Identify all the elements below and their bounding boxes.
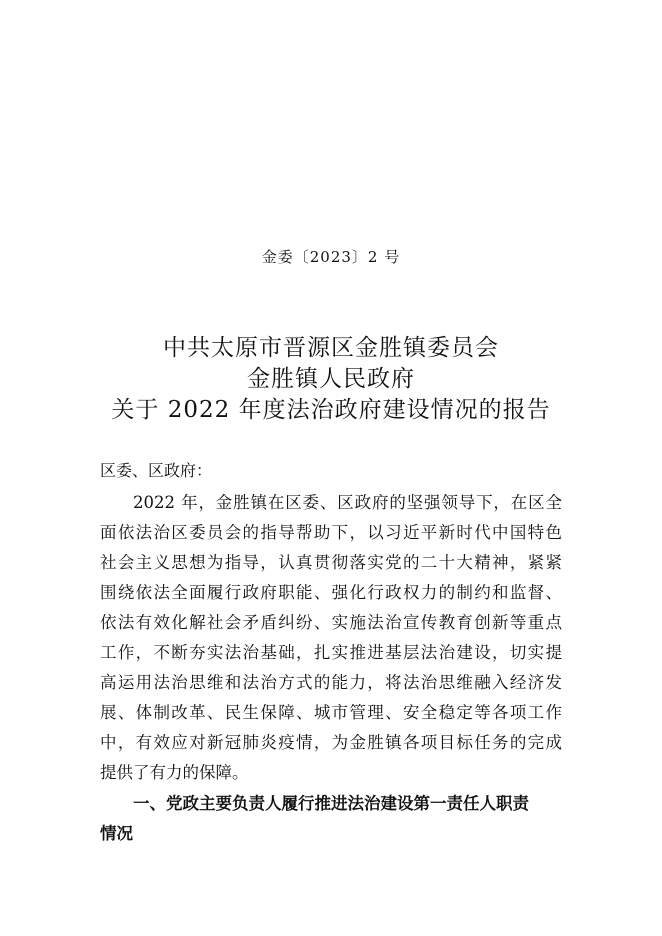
title-line-1: 中共太原市晋源区金胜镇委员会 xyxy=(163,335,499,361)
paragraph-line: 工作，不断夯实法治基础，扎实推进基层法治建设，切实提 xyxy=(100,643,562,662)
paragraph-line: 面依法治区委员会的指导帮助下，以习近平新时代中国特色 xyxy=(100,523,562,542)
title-line-3: 关于 2022 年度法治政府建设情况的报告 xyxy=(111,397,551,423)
title-line-2: 金胜镇人民政府 xyxy=(247,366,415,392)
paragraph-line: 高运用法治思维和法治方式的能力，将法治思维融入经济发 xyxy=(100,673,562,692)
document-number: 金委〔2023〕2 号 xyxy=(261,248,401,266)
paragraph-line: 依法有效化解社会矛盾纠纷、实施法治宣传教育创新等重点 xyxy=(100,613,562,632)
intro-paragraph xyxy=(100,488,562,788)
paragraph-line: 中，有效应对新冠肺炎疫情，为金胜镇各项目标任务的完成 xyxy=(100,733,562,752)
paragraph-line: 展、体制改革、民生保障、城市管理、安全稳定等各项工作 xyxy=(100,703,562,722)
section-heading xyxy=(100,789,562,849)
paragraph-line: 社会主义思想为指导，认真贯彻落实党的二十大精神，紧紧 xyxy=(100,553,562,572)
section-heading-line: 一、党政主要负责人履行推进法治建设第一责任人职责 xyxy=(133,794,529,813)
paragraph-line: 提供了有力的保障。 xyxy=(100,763,249,782)
document-title xyxy=(0,333,662,426)
paragraph-line: 2022 年，金胜镇在区委、区政府的坚强领导下，在区全 xyxy=(133,493,562,512)
paragraph-line: 围绕依法全面履行政府职能、强化行政权力的制约和监督、 xyxy=(100,583,562,602)
section-heading-line: 情况 xyxy=(100,824,133,843)
salutation: 区委、区政府： xyxy=(100,461,213,480)
